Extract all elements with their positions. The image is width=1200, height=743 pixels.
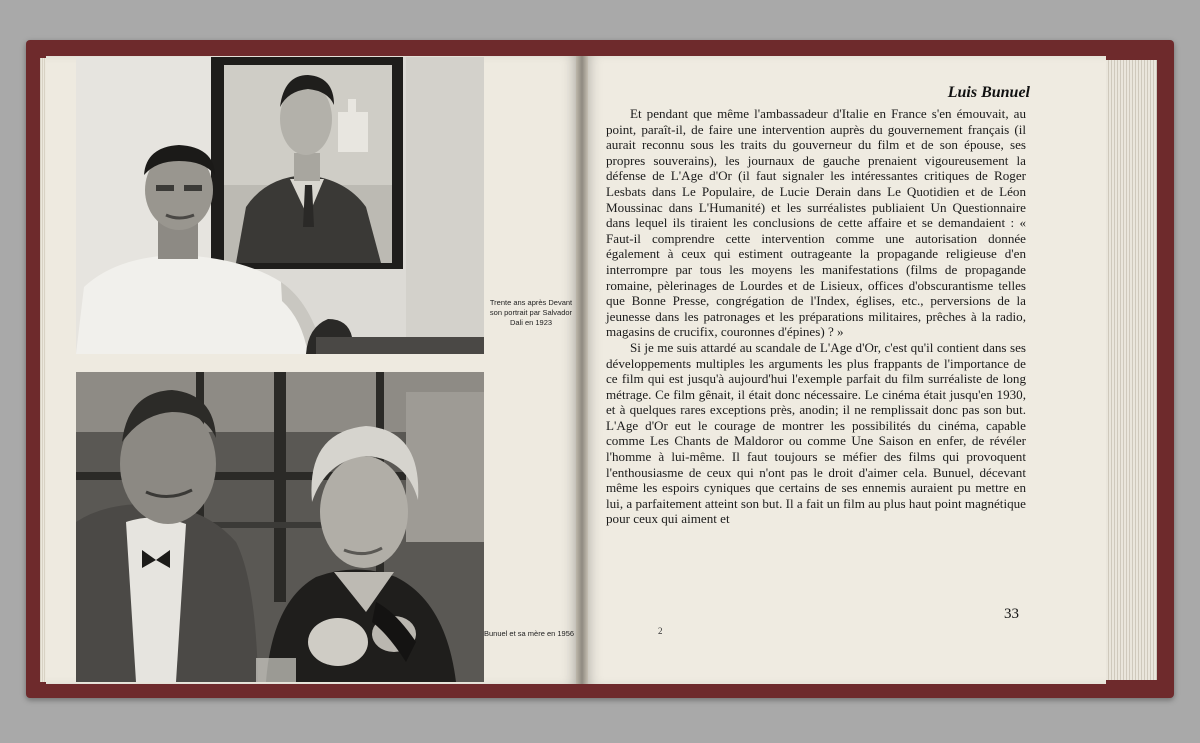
book-gutter [576, 56, 588, 684]
page-number: 33 [1004, 606, 1019, 622]
caption-portrait: Trente ans après Devant son portrait par Salvador Dali en 1923 [489, 298, 573, 327]
photo-mother-image [76, 372, 484, 682]
running-head: Luis Bunuel [947, 84, 1030, 101]
photo-portrait [76, 57, 484, 354]
right-page-edges [1104, 60, 1157, 680]
paragraph-2: Si je me suis attardé au scandale de L'Age d'Or, c'est qu'il contient dans ses développements multiples les arguments les plus frappants de l'importance de ce film qui est jusqu'à aujourd'hui l'exemple parfait du film surréaliste de long métrage. Ce film gênait, il était donc nécessaire. Le cinéma était jusqu'en 1930, et à quelques rares exceptions près, anodin; il ne remplissait donc pas son but. L'Age d'Or eut le courage de montrer les possibilités du cinéma, capable comme Les Chants de Maldoror ou comme Une Saison en enfer, de révéler l'homme à lui-même. Il faut toujours se méfier des films qui provoquent l'enthousiasme de ceux qui n'ont pas le droit d'aimer cela. Bunuel, décevant même les espoirs cyniques que certains de ses ennemis auraient pu mettre en lui, a parfaitement atteint son but. Il a fait un film au plus haut point magnétique pour ceux qui aiment et [606, 339, 1026, 527]
paragraph-1: Et pendant que même l'ambassadeur d'Italie en France s'en émouvait, au point, paraît-il, de faire une intervention auprès du gouvernement français (il aurait reconnu sous les traits du gouverneur du film et de son épouse, ses propres souverains), les journaux de gauche prenaient vigoureusement la défense de L'Age d'Or (il faut signaler les intéressantes critiques de Roger Lesbats dans Le Populaire, de Lucie Derain dans Le Quotidien et de Léon Moussinac dans L'Humanité) et les surréalistes publiaient Un Questionnaire dans lequel ils tiraient les conclusions de cette affaire et se demandaient : « Faut-il comprendre cette intervention comme une autorisation donnée également à ceux qui estiment outrageante la propagande religieuse d'en interrompre par tous les moyens les manifestations (films de propagande romaine, pèlerinages de Lourdes et de Lisieux, offices d'obscurantisme telles que Bonne Presse, congrégation de l'Index, églises, etc., perversions de la jeunesse dans les patronages et les préparations militaires, prêches à la radio, magasins de crucifix, couronnes d'épines) ? » [606, 106, 1026, 340]
caption-mother: Bunuel et sa mère en 1956 [484, 629, 575, 638]
body-text [606, 106, 1026, 527]
photo-mother [76, 372, 484, 682]
signature-mark: 2 [658, 626, 663, 636]
photo-portrait-image [76, 57, 484, 354]
